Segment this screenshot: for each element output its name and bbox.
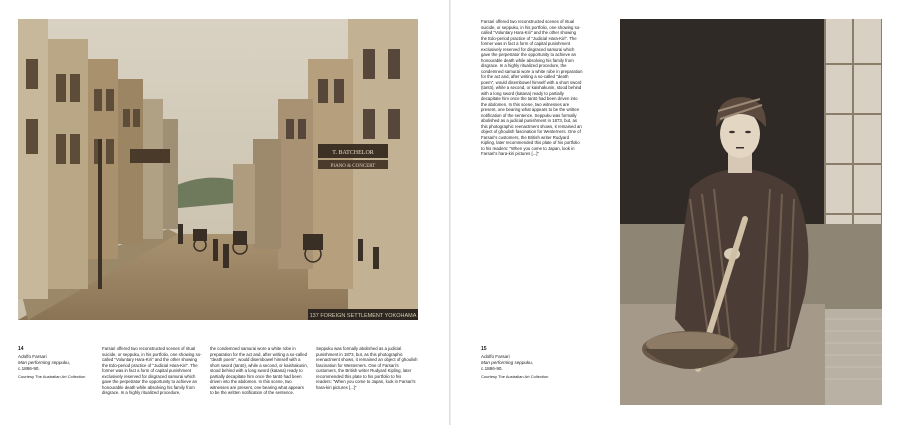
street-scene-photo [18, 19, 418, 320]
body-text: Farsari offered two reconstructed scenes of ritual suicide, or seppuku, in his portfolio, one showing so-called "Voluntary Hara-Kiri" and the other showing the Edo-period practice of "Judicial Hara-Kiri". The former was in fact a form of capital punishment exclusively reserved for disgraced samurai which gave the perpetrator the opportunity to achieve an honourable death while absolving his family from disgrace. In a highly ritualized procedure, the condemned samurai wore a white robe in preparation for the act and, after writing a so-called "death poem", would disembowel himself with a short sword (tantō), while a second, or kaishakunin, stood behind with a long sword (katana) ready to partially decapitate him once the tantō had been driven into the abdomen. In this scene, two witnesses are present, one bearing what appears to be the written notification of the sentence. Seppuku was formally abolished as a judicial punishment in 1873, but, as this photographic reenactment shows, it remained an object of ghoulish fascination for Westerners. One of Farsari's customers, the British writer Rudyard Kipling, later recommended this plate of his portfolio to his readers: "When you come to Japan, look in Farsari's hara-kiri pictures [...]" [481, 19, 583, 156]
caption [18, 354, 88, 379]
right-page [451, 0, 900, 425]
shop-sign-secondary: PIANO & CONCERT [330, 164, 376, 169]
body-column-2: the condemned samurai wore a white robe in preparation for the act and, after writing a so-called "death poem", would disembowel himself with a short sword (tantō), while a second, or kaishakunin, stood behind with a long sword (katana) ready to partially decapitate him once the tantō had been driven into the abdomen. In this scene, two witnesses are present, one bearing what appears to be the written notification of the sentence. [210, 346, 308, 395]
caption-credit: Courtesy The Australian Art Collection [18, 374, 86, 379]
body-column-3: Seppuku was formally abolished as a judicial punishment in 1873, but, as this photographic reenactment shows, it remained an object of ghoulish fascination for Westerners. One of Farsari's customers, the British writer Rudyard Kipling, later recommended this plate to his portfolio to his readers: "When you come to Japan, look in Farsari's hara-kiri pictures [...]" [316, 346, 418, 390]
body-column-1: Farsari offered two reconstructed scenes of ritual suicide, or seppuku, in his portfolio, one showing so-called "Voluntary Hara-Kiri" and the other showing the Edo-period practice of "Judicial Hara-Kiri". The former was in fact a form of capital punishment exclusively reserved for disgraced samurai which gave the perpetrator the opportunity to achieve an honourable death while absolving his family from disgrace. In a highly ritualized procedure, [102, 346, 202, 395]
page-number: 14 [18, 346, 24, 352]
caption-date: c.1886-90. [481, 366, 503, 371]
left-page [0, 0, 449, 425]
portrait-photo [620, 19, 882, 405]
caption-title: Man performing seppuku, [18, 360, 71, 365]
caption-author: Adolfo Farsari [481, 354, 510, 359]
caption-credit: Courtesy The Australian Art Collection [481, 374, 549, 379]
caption-date: c.1886-90. [18, 366, 40, 371]
page-number: 15 [481, 346, 487, 352]
shop-sign: T. BATCHELOR [332, 150, 374, 156]
caption [481, 354, 561, 379]
caption-title: Man performing seppuku, [481, 360, 534, 365]
photo-label: 137 FOREIGN SETTLEMENT YOKOHAMA [309, 313, 417, 319]
caption-author: Adolfo Farsari [18, 354, 47, 359]
